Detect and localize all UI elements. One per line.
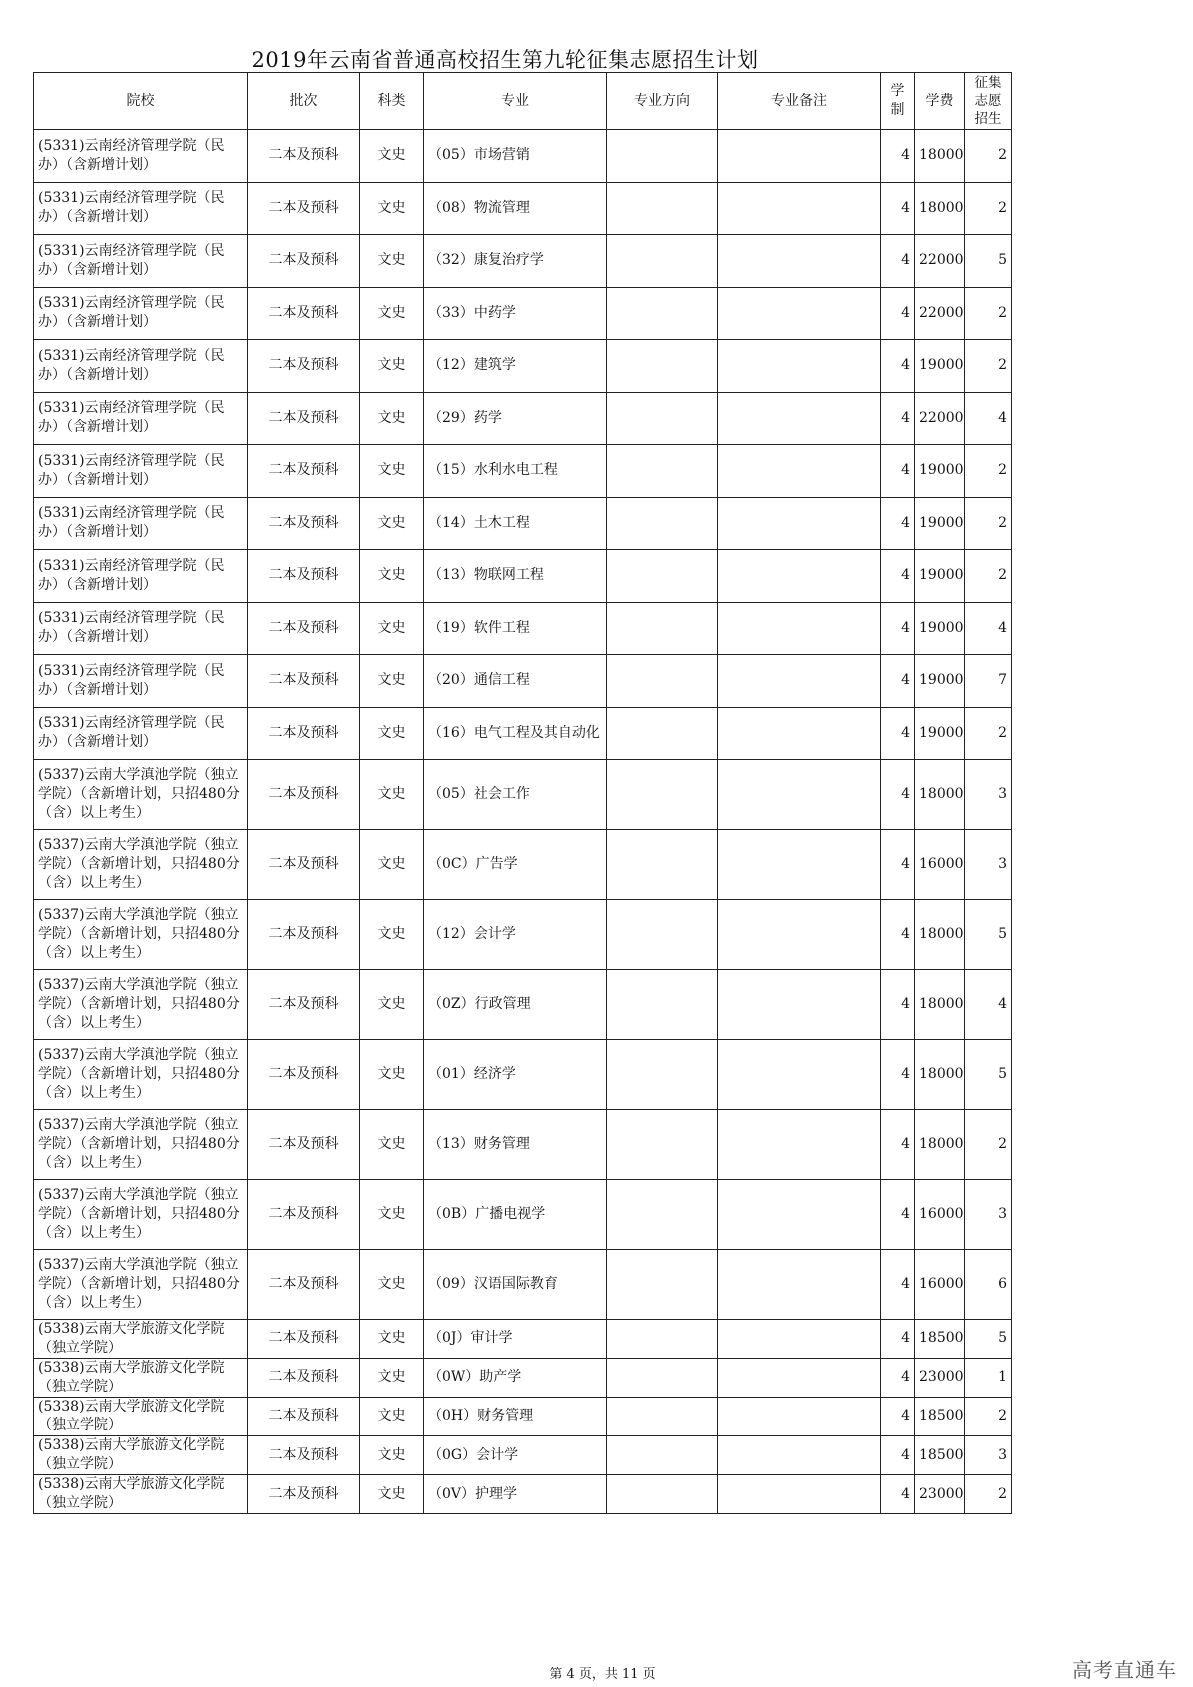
cell-direction — [607, 1320, 718, 1359]
cell-direction — [607, 760, 718, 830]
cell-quota: 5 — [965, 235, 1012, 288]
cell-quota: 3 — [965, 1180, 1012, 1250]
cell-remark — [718, 830, 881, 900]
watermark: 高考直通车 — [1072, 1658, 1177, 1682]
cell-major: （05）市场营销 — [424, 130, 607, 183]
cell-remark — [718, 130, 881, 183]
cell-years: 4 — [881, 550, 915, 603]
cell-fee: 19000 — [915, 340, 965, 393]
table-row — [34, 1180, 1012, 1250]
cell-fee: 18000 — [915, 900, 965, 970]
cell-years: 4 — [881, 182, 915, 235]
cell-batch: 二本及预科 — [248, 970, 360, 1040]
cell-major: （0C）广告学 — [424, 830, 607, 900]
cell-batch: 二本及预科 — [248, 1475, 360, 1514]
cell-remark — [718, 445, 881, 498]
cell-quota: 4 — [965, 970, 1012, 1040]
table-row — [34, 1358, 1012, 1397]
cell-school: (5331)云南经济管理学院（民办）（含新增计划） — [34, 602, 248, 655]
table-row — [34, 550, 1012, 603]
cell-remark — [718, 497, 881, 550]
table-row — [34, 1475, 1012, 1514]
cell-category: 文史 — [360, 1358, 424, 1397]
page-title: 2019年云南省普通高校招生第九轮征集志愿招生计划 — [251, 48, 759, 72]
cell-remark — [718, 1397, 881, 1436]
cell-fee: 18000 — [915, 1040, 965, 1110]
cell-category: 文史 — [360, 1436, 424, 1475]
table-row — [34, 130, 1012, 183]
table-row — [34, 182, 1012, 235]
cell-years: 4 — [881, 287, 915, 340]
cell-category: 文史 — [360, 1320, 424, 1359]
cell-direction — [607, 970, 718, 1040]
cell-years: 4 — [881, 1358, 915, 1397]
cell-quota: 2 — [965, 550, 1012, 603]
cell-remark — [718, 1475, 881, 1514]
cell-fee: 18000 — [915, 970, 965, 1040]
cell-remark — [718, 287, 881, 340]
cell-quota: 3 — [965, 830, 1012, 900]
cell-quota: 2 — [965, 1397, 1012, 1436]
cell-major: （14）土木工程 — [424, 497, 607, 550]
cell-direction — [607, 1358, 718, 1397]
cell-direction — [607, 1250, 718, 1320]
cell-fee: 22000 — [915, 235, 965, 288]
cell-fee: 18000 — [915, 130, 965, 183]
cell-direction — [607, 1040, 718, 1110]
cell-fee: 18500 — [915, 1320, 965, 1359]
cell-fee: 22000 — [915, 287, 965, 340]
cell-batch: 二本及预科 — [248, 1397, 360, 1436]
cell-fee: 16000 — [915, 1180, 965, 1250]
cell-category: 文史 — [360, 550, 424, 603]
cell-school: (5331)云南经济管理学院（民办）（含新增计划） — [34, 392, 248, 445]
cell-school: (5337)云南大学滇池学院（独立学院）（含新增计划，只招480分（含）以上考生） — [34, 1040, 248, 1110]
cell-remark — [718, 1320, 881, 1359]
cell-major: （0Z）行政管理 — [424, 970, 607, 1040]
cell-major: （12）建筑学 — [424, 340, 607, 393]
cell-years: 4 — [881, 1180, 915, 1250]
cell-batch: 二本及预科 — [248, 1320, 360, 1359]
cell-major: （01）经济学 — [424, 1040, 607, 1110]
header-remark: 专业备注 — [718, 73, 881, 130]
table-row — [34, 655, 1012, 708]
cell-batch: 二本及预科 — [248, 497, 360, 550]
table-row — [34, 970, 1012, 1040]
cell-direction — [607, 340, 718, 393]
cell-category: 文史 — [360, 235, 424, 288]
cell-fee: 18500 — [915, 1397, 965, 1436]
cell-quota: 2 — [965, 1475, 1012, 1514]
cell-years: 4 — [881, 760, 915, 830]
cell-remark — [718, 1110, 881, 1180]
cell-remark — [718, 1436, 881, 1475]
cell-major: （05）社会工作 — [424, 760, 607, 830]
cell-remark — [718, 550, 881, 603]
cell-batch: 二本及预科 — [248, 340, 360, 393]
cell-school: (5331)云南经济管理学院（民办）（含新增计划） — [34, 707, 248, 760]
cell-direction — [607, 392, 718, 445]
cell-years: 4 — [881, 392, 915, 445]
cell-school: (5338)云南大学旅游文化学院（独立学院） — [34, 1436, 248, 1475]
cell-remark — [718, 1358, 881, 1397]
cell-major: （0V）护理学 — [424, 1475, 607, 1514]
cell-school: (5331)云南经济管理学院（民办）（含新增计划） — [34, 550, 248, 603]
cell-direction — [607, 602, 718, 655]
cell-category: 文史 — [360, 970, 424, 1040]
cell-category: 文史 — [360, 182, 424, 235]
cell-school: (5338)云南大学旅游文化学院（独立学院） — [34, 1358, 248, 1397]
cell-quota: 2 — [965, 130, 1012, 183]
cell-school: (5337)云南大学滇池学院（独立学院）（含新增计划，只招480分（含）以上考生） — [34, 900, 248, 970]
cell-major: （19）软件工程 — [424, 602, 607, 655]
cell-direction — [607, 900, 718, 970]
header-quota: 征集志愿招生 — [965, 73, 1012, 130]
table-row — [34, 392, 1012, 445]
cell-major: （0W）助产学 — [424, 1358, 607, 1397]
cell-category: 文史 — [360, 900, 424, 970]
cell-category: 文史 — [360, 707, 424, 760]
cell-direction — [607, 182, 718, 235]
cell-school: (5331)云南经济管理学院（民办）（含新增计划） — [34, 340, 248, 393]
table-header-row — [34, 73, 1012, 130]
cell-batch: 二本及预科 — [248, 1110, 360, 1180]
cell-fee: 16000 — [915, 1250, 965, 1320]
cell-remark — [718, 340, 881, 393]
cell-category: 文史 — [360, 130, 424, 183]
cell-years: 4 — [881, 970, 915, 1040]
cell-remark — [718, 1040, 881, 1110]
cell-remark — [718, 900, 881, 970]
cell-quota: 7 — [965, 655, 1012, 708]
cell-years: 4 — [881, 1397, 915, 1436]
cell-direction — [607, 287, 718, 340]
table-row — [34, 287, 1012, 340]
cell-batch: 二本及预科 — [248, 182, 360, 235]
cell-years: 4 — [881, 130, 915, 183]
cell-batch: 二本及预科 — [248, 1180, 360, 1250]
cell-years: 4 — [881, 1475, 915, 1514]
enrollment-plan-table — [33, 72, 1012, 1514]
cell-remark — [718, 1180, 881, 1250]
cell-category: 文史 — [360, 1040, 424, 1110]
cell-fee: 19000 — [915, 550, 965, 603]
cell-remark — [718, 602, 881, 655]
cell-major: （08）物流管理 — [424, 182, 607, 235]
cell-batch: 二本及预科 — [248, 1436, 360, 1475]
cell-category: 文史 — [360, 1180, 424, 1250]
header-school: 院校 — [34, 73, 248, 130]
cell-remark — [718, 235, 881, 288]
cell-direction — [607, 655, 718, 708]
cell-category: 文史 — [360, 602, 424, 655]
cell-quota: 2 — [965, 340, 1012, 393]
cell-fee: 19000 — [915, 655, 965, 708]
table-row — [34, 1397, 1012, 1436]
cell-batch: 二本及预科 — [248, 1358, 360, 1397]
cell-fee: 19000 — [915, 445, 965, 498]
cell-fee: 18000 — [915, 760, 965, 830]
cell-years: 4 — [881, 235, 915, 288]
cell-major: （0H）财务管理 — [424, 1397, 607, 1436]
cell-remark — [718, 1250, 881, 1320]
cell-quota: 2 — [965, 445, 1012, 498]
cell-remark — [718, 707, 881, 760]
cell-quota: 6 — [965, 1250, 1012, 1320]
cell-major: （0B）广播电视学 — [424, 1180, 607, 1250]
cell-remark — [718, 970, 881, 1040]
cell-batch: 二本及预科 — [248, 760, 360, 830]
cell-direction — [607, 1436, 718, 1475]
cell-school: (5337)云南大学滇池学院（独立学院）（含新增计划，只招480分（含）以上考生） — [34, 1180, 248, 1250]
cell-years: 4 — [881, 602, 915, 655]
cell-major: （13）物联网工程 — [424, 550, 607, 603]
cell-school: (5338)云南大学旅游文化学院（独立学院） — [34, 1397, 248, 1436]
cell-quota: 5 — [965, 1320, 1012, 1359]
cell-direction — [607, 830, 718, 900]
cell-major: （12）会计学 — [424, 900, 607, 970]
table-row — [34, 760, 1012, 830]
cell-years: 4 — [881, 707, 915, 760]
header-major: 专业 — [424, 73, 607, 130]
cell-school: (5337)云南大学滇池学院（独立学院）（含新增计划，只招480分（含）以上考生） — [34, 970, 248, 1040]
cell-school: (5331)云南经济管理学院（民办）（含新增计划） — [34, 497, 248, 550]
cell-fee: 16000 — [915, 830, 965, 900]
table-row — [34, 707, 1012, 760]
cell-quota: 3 — [965, 760, 1012, 830]
cell-major: （09）汉语国际教育 — [424, 1250, 607, 1320]
cell-school: (5338)云南大学旅游文化学院（独立学院） — [34, 1320, 248, 1359]
cell-quota: 5 — [965, 900, 1012, 970]
cell-years: 4 — [881, 445, 915, 498]
cell-major: （15）水利水电工程 — [424, 445, 607, 498]
cell-school: (5331)云南经济管理学院（民办）（含新增计划） — [34, 445, 248, 498]
cell-years: 4 — [881, 900, 915, 970]
cell-school: (5337)云南大学滇池学院（独立学院）（含新增计划，只招480分（含）以上考生） — [34, 830, 248, 900]
cell-school: (5337)云南大学滇池学院（独立学院）（含新增计划，只招480分（含）以上考生） — [34, 1250, 248, 1320]
cell-direction — [607, 130, 718, 183]
table-row — [34, 445, 1012, 498]
cell-fee: 19000 — [915, 497, 965, 550]
cell-category: 文史 — [360, 655, 424, 708]
cell-fee: 19000 — [915, 602, 965, 655]
cell-quota: 5 — [965, 1040, 1012, 1110]
cell-major: （32）康复治疗学 — [424, 235, 607, 288]
cell-direction — [607, 1180, 718, 1250]
table-body — [34, 130, 1012, 1514]
page-footer: 第 4 页，共 11 页 — [549, 1667, 656, 1682]
cell-remark — [718, 182, 881, 235]
cell-years: 4 — [881, 1110, 915, 1180]
cell-quota: 2 — [965, 182, 1012, 235]
cell-category: 文史 — [360, 1110, 424, 1180]
cell-category: 文史 — [360, 1397, 424, 1436]
cell-major: （29）药学 — [424, 392, 607, 445]
cell-category: 文史 — [360, 497, 424, 550]
table-row — [34, 1436, 1012, 1475]
cell-quota: 1 — [965, 1358, 1012, 1397]
table-row — [34, 1320, 1012, 1359]
cell-fee: 18000 — [915, 182, 965, 235]
cell-batch: 二本及预科 — [248, 392, 360, 445]
cell-category: 文史 — [360, 830, 424, 900]
header-category: 科类 — [360, 73, 424, 130]
cell-major: （20）通信工程 — [424, 655, 607, 708]
cell-school: (5331)云南经济管理学院（民办）（含新增计划） — [34, 235, 248, 288]
cell-school: (5331)云南经济管理学院（民办）（含新增计划） — [34, 182, 248, 235]
cell-fee: 22000 — [915, 392, 965, 445]
cell-batch: 二本及预科 — [248, 445, 360, 498]
cell-years: 4 — [881, 497, 915, 550]
cell-fee: 18500 — [915, 1436, 965, 1475]
cell-school: (5338)云南大学旅游文化学院（独立学院） — [34, 1475, 248, 1514]
cell-years: 4 — [881, 1436, 915, 1475]
table-row — [34, 1110, 1012, 1180]
cell-years: 4 — [881, 1040, 915, 1110]
cell-major: （16）电气工程及其自动化 — [424, 707, 607, 760]
cell-years: 4 — [881, 1320, 915, 1359]
table-row — [34, 1250, 1012, 1320]
cell-quota: 2 — [965, 1110, 1012, 1180]
cell-remark — [718, 655, 881, 708]
cell-major: （33）中药学 — [424, 287, 607, 340]
cell-batch: 二本及预科 — [248, 830, 360, 900]
cell-direction — [607, 445, 718, 498]
cell-major: （0G）会计学 — [424, 1436, 607, 1475]
table-row — [34, 497, 1012, 550]
cell-years: 4 — [881, 340, 915, 393]
cell-quota: 4 — [965, 392, 1012, 445]
cell-school: (5337)云南大学滇池学院（独立学院）（含新增计划，只招480分（含）以上考生） — [34, 760, 248, 830]
cell-direction — [607, 1110, 718, 1180]
cell-category: 文史 — [360, 445, 424, 498]
cell-category: 文史 — [360, 392, 424, 445]
cell-quota: 3 — [965, 1436, 1012, 1475]
cell-quota: 2 — [965, 497, 1012, 550]
cell-direction — [607, 1397, 718, 1436]
cell-quota: 2 — [965, 707, 1012, 760]
table-row — [34, 602, 1012, 655]
cell-category: 文史 — [360, 1250, 424, 1320]
cell-batch: 二本及预科 — [248, 1040, 360, 1110]
cell-fee: 18000 — [915, 1110, 965, 1180]
cell-category: 文史 — [360, 287, 424, 340]
cell-years: 4 — [881, 1250, 915, 1320]
cell-fee: 19000 — [915, 707, 965, 760]
cell-major: （13）财务管理 — [424, 1110, 607, 1180]
header-fee: 学费 — [915, 73, 965, 130]
cell-school: (5331)云南经济管理学院（民办）（含新增计划） — [34, 130, 248, 183]
cell-quota: 2 — [965, 287, 1012, 340]
cell-category: 文史 — [360, 760, 424, 830]
cell-category: 文史 — [360, 1475, 424, 1514]
cell-direction — [607, 235, 718, 288]
cell-batch: 二本及预科 — [248, 550, 360, 603]
cell-remark — [718, 760, 881, 830]
cell-batch: 二本及预科 — [248, 235, 360, 288]
cell-school: (5331)云南经济管理学院（民办）（含新增计划） — [34, 287, 248, 340]
cell-batch: 二本及预科 — [248, 707, 360, 760]
cell-batch: 二本及预科 — [248, 1250, 360, 1320]
cell-batch: 二本及预科 — [248, 602, 360, 655]
table-row — [34, 235, 1012, 288]
cell-remark — [718, 392, 881, 445]
cell-direction — [607, 550, 718, 603]
header-batch: 批次 — [248, 73, 360, 130]
cell-batch: 二本及预科 — [248, 655, 360, 708]
header-years: 学制 — [881, 73, 915, 130]
cell-years: 4 — [881, 655, 915, 708]
table-row — [34, 1040, 1012, 1110]
table-row — [34, 900, 1012, 970]
table-row — [34, 830, 1012, 900]
cell-batch: 二本及预科 — [248, 287, 360, 340]
cell-fee: 23000 — [915, 1475, 965, 1514]
cell-direction — [607, 707, 718, 760]
table-row — [34, 340, 1012, 393]
cell-school: (5337)云南大学滇池学院（独立学院）（含新增计划，只招480分（含）以上考生） — [34, 1110, 248, 1180]
cell-major: （0J）审计学 — [424, 1320, 607, 1359]
cell-years: 4 — [881, 830, 915, 900]
cell-quota: 4 — [965, 602, 1012, 655]
cell-batch: 二本及预科 — [248, 900, 360, 970]
header-direction: 专业方向 — [607, 73, 718, 130]
cell-category: 文史 — [360, 340, 424, 393]
cell-direction — [607, 1475, 718, 1514]
cell-school: (5331)云南经济管理学院（民办）（含新增计划） — [34, 655, 248, 708]
cell-fee: 23000 — [915, 1358, 965, 1397]
cell-direction — [607, 497, 718, 550]
cell-batch: 二本及预科 — [248, 130, 360, 183]
